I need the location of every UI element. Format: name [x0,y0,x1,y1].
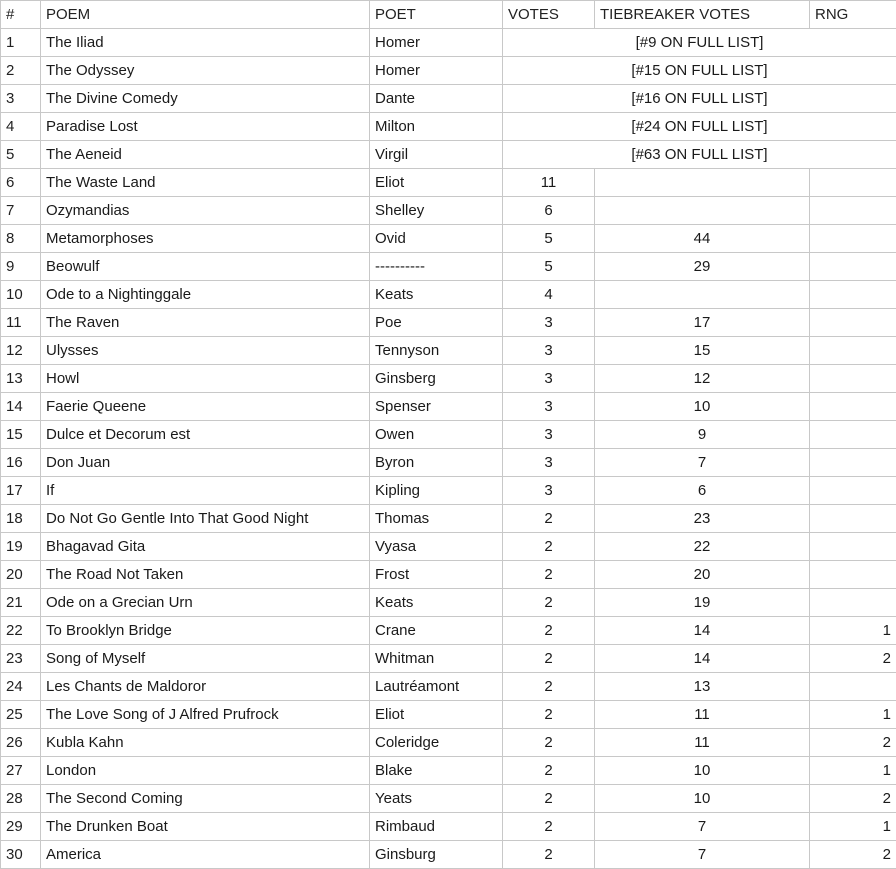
votes-cell[interactable]: 3 [503,477,595,505]
tiebreaker-votes-cell[interactable]: 10 [595,785,810,813]
row-number-cell[interactable]: 11 [1,309,41,337]
row-number-cell[interactable]: 21 [1,589,41,617]
row-number-cell[interactable]: 22 [1,617,41,645]
table-row [1,477,896,505]
table-row [1,365,896,393]
tiebreaker-votes-cell[interactable] [595,281,810,309]
votes-cell[interactable]: 4 [503,281,595,309]
tiebreaker-votes-cell[interactable]: 7 [595,813,810,841]
poet-cell[interactable]: Coleridge [370,729,503,757]
poem-cell[interactable]: Ode to a Nightinggale [41,281,370,309]
tiebreaker-votes-cell[interactable] [595,169,810,197]
tiebreaker-votes-cell[interactable]: 7 [595,449,810,477]
poem-cell[interactable]: Bhagavad Gita [41,533,370,561]
tiebreaker-votes-cell[interactable]: 15 [595,337,810,365]
votes-cell[interactable]: 5 [503,225,595,253]
poet-cell[interactable]: Yeats [370,785,503,813]
row-number-cell[interactable]: 10 [1,281,41,309]
rng-cell[interactable] [810,393,896,421]
poem-cell[interactable]: The Divine Comedy [41,85,370,113]
row-number-cell[interactable]: 20 [1,561,41,589]
tiebreaker-votes-cell[interactable]: 14 [595,645,810,673]
poet-cell[interactable]: Spenser [370,393,503,421]
poem-cell[interactable]: Metamorphoses [41,225,370,253]
rng-cell[interactable] [810,253,896,281]
table-row [1,57,896,85]
rng-cell[interactable] [810,477,896,505]
poem-cell[interactable]: The Iliad [41,29,370,57]
header-rng[interactable]: RNG [810,1,896,29]
poet-cell[interactable]: Byron [370,449,503,477]
full-list-note-cell[interactable]: [#16 ON FULL LIST] [503,85,896,113]
row-number-cell[interactable]: 16 [1,449,41,477]
poet-cell[interactable]: Blake [370,757,503,785]
poem-cell[interactable]: Song of Myself [41,645,370,673]
tiebreaker-votes-cell[interactable]: 29 [595,253,810,281]
poet-cell[interactable]: Homer [370,57,503,85]
poet-cell[interactable]: Vyasa [370,533,503,561]
poet-cell[interactable]: Keats [370,589,503,617]
rng-cell[interactable]: 1 [810,813,896,841]
poet-cell[interactable]: Poe [370,309,503,337]
table-row [1,561,896,589]
row-number-cell[interactable]: 24 [1,673,41,701]
tiebreaker-votes-cell[interactable]: 7 [595,841,810,869]
poem-cell[interactable]: London [41,757,370,785]
votes-cell[interactable]: 2 [503,533,595,561]
poem-cell[interactable]: Don Juan [41,449,370,477]
header-tiebreaker[interactable]: TIEBREAKER VOTES [595,1,810,29]
row-number-cell[interactable]: 15 [1,421,41,449]
votes-cell[interactable]: 3 [503,393,595,421]
poem-cell[interactable]: The Road Not Taken [41,561,370,589]
rng-cell[interactable]: 2 [810,645,896,673]
row-number-cell[interactable]: 5 [1,141,41,169]
full-list-note-cell[interactable]: [#9 ON FULL LIST] [503,29,896,57]
header-num[interactable]: # [1,1,41,29]
full-list-note-cell[interactable]: [#24 ON FULL LIST] [503,113,896,141]
table-row [1,29,896,57]
poem-cell[interactable]: America [41,841,370,869]
poem-cell[interactable]: The Odyssey [41,57,370,85]
poet-cell[interactable]: Virgil [370,141,503,169]
poem-cell[interactable]: The Aeneid [41,141,370,169]
votes-cell[interactable]: 3 [503,337,595,365]
rng-cell[interactable]: 1 [810,617,896,645]
table-row [1,617,896,645]
votes-cell[interactable]: 2 [503,673,595,701]
table-row [1,421,896,449]
table-row [1,757,896,785]
table-row [1,841,896,869]
row-number-cell[interactable]: 27 [1,757,41,785]
poem-cell[interactable]: If [41,477,370,505]
rng-cell[interactable] [810,505,896,533]
poem-cell[interactable]: Faerie Queene [41,393,370,421]
poet-cell[interactable]: Frost [370,561,503,589]
rng-cell[interactable] [810,561,896,589]
rng-cell[interactable] [810,169,896,197]
poem-cell[interactable]: Ozymandias [41,197,370,225]
row-number-cell[interactable]: 2 [1,57,41,85]
table-row [1,813,896,841]
rng-cell[interactable] [810,673,896,701]
table-row [1,505,896,533]
poet-cell[interactable]: Thomas [370,505,503,533]
tiebreaker-votes-cell[interactable]: 19 [595,589,810,617]
table-row [1,141,896,169]
votes-cell[interactable]: 5 [503,253,595,281]
table-row [1,785,896,813]
tiebreaker-votes-cell[interactable]: 10 [595,757,810,785]
votes-cell[interactable]: 2 [503,589,595,617]
header-votes[interactable]: VOTES [503,1,595,29]
poet-cell[interactable]: Lautréamont [370,673,503,701]
table-row [1,673,896,701]
row-number-cell[interactable]: 6 [1,169,41,197]
votes-cell[interactable]: 2 [503,813,595,841]
table-row [1,309,896,337]
votes-cell[interactable]: 3 [503,309,595,337]
poet-cell[interactable]: Kipling [370,477,503,505]
table-row [1,729,896,757]
poet-cell[interactable]: Tennyson [370,337,503,365]
poet-cell[interactable]: Homer [370,29,503,57]
votes-cell[interactable]: 3 [503,421,595,449]
row-number-cell[interactable]: 8 [1,225,41,253]
row-number-cell[interactable]: 3 [1,85,41,113]
table-row [1,281,896,309]
votes-cell[interactable]: 3 [503,365,595,393]
table-row [1,589,896,617]
header-poet[interactable]: POET [370,1,503,29]
rng-cell[interactable] [810,449,896,477]
full-list-note-cell[interactable]: [#15 ON FULL LIST] [503,57,896,85]
row-number-cell[interactable]: 25 [1,701,41,729]
rng-cell[interactable] [810,589,896,617]
votes-cell[interactable]: 2 [503,729,595,757]
votes-cell[interactable]: 2 [503,645,595,673]
poet-cell[interactable]: Shelley [370,197,503,225]
table-row [1,701,896,729]
poem-cell[interactable]: The Drunken Boat [41,813,370,841]
table-row [1,113,896,141]
tiebreaker-votes-cell[interactable]: 17 [595,309,810,337]
table-row [1,197,896,225]
table-row [1,337,896,365]
row-number-cell[interactable]: 30 [1,841,41,869]
tiebreaker-votes-cell[interactable]: 14 [595,617,810,645]
rng-cell[interactable] [810,281,896,309]
row-number-cell[interactable]: 7 [1,197,41,225]
row-number-cell[interactable]: 4 [1,113,41,141]
rng-cell[interactable] [810,309,896,337]
tiebreaker-votes-cell[interactable] [595,197,810,225]
poet-cell[interactable]: Milton [370,113,503,141]
poem-cell[interactable]: The Raven [41,309,370,337]
rng-cell[interactable]: 2 [810,785,896,813]
votes-cell[interactable]: 3 [503,449,595,477]
table-row [1,533,896,561]
poem-cell[interactable]: The Love Song of J Alfred Prufrock [41,701,370,729]
header-row [1,1,896,29]
rng-cell[interactable] [810,225,896,253]
poem-cell[interactable]: Ode on a Grecian Urn [41,589,370,617]
rng-cell[interactable] [810,533,896,561]
rng-cell[interactable]: 2 [810,841,896,869]
tiebreaker-votes-cell[interactable]: 11 [595,729,810,757]
row-number-cell[interactable]: 14 [1,393,41,421]
row-number-cell[interactable]: 12 [1,337,41,365]
row-number-cell[interactable]: 1 [1,29,41,57]
table-row [1,645,896,673]
poet-cell[interactable]: Ginsburg [370,841,503,869]
poet-cell[interactable]: Whitman [370,645,503,673]
votes-cell[interactable]: 2 [503,505,595,533]
poem-cell[interactable]: Dulce et Decorum est [41,421,370,449]
table-body [1,29,896,869]
poet-cell[interactable]: Eliot [370,169,503,197]
table-row [1,85,896,113]
row-number-cell[interactable]: 13 [1,365,41,393]
votes-cell[interactable]: 2 [503,561,595,589]
table-row [1,169,896,197]
tiebreaker-votes-cell[interactable]: 44 [595,225,810,253]
poet-cell[interactable]: Crane [370,617,503,645]
poet-cell[interactable]: Keats [370,281,503,309]
row-number-cell[interactable]: 9 [1,253,41,281]
poet-cell[interactable]: Rimbaud [370,813,503,841]
tiebreaker-votes-cell[interactable]: 22 [595,533,810,561]
table-row [1,449,896,477]
row-number-cell[interactable]: 29 [1,813,41,841]
poem-cell[interactable]: The Second Coming [41,785,370,813]
votes-cell[interactable]: 2 [503,757,595,785]
rng-cell[interactable]: 1 [810,757,896,785]
rng-cell[interactable] [810,197,896,225]
tiebreaker-votes-cell[interactable]: 12 [595,365,810,393]
row-number-cell[interactable]: 17 [1,477,41,505]
votes-cell[interactable]: 2 [503,701,595,729]
table-row [1,253,896,281]
poet-cell[interactable]: Eliot [370,701,503,729]
poem-cell[interactable]: Kubla Kahn [41,729,370,757]
poem-cell[interactable]: Ulysses [41,337,370,365]
poem-cell[interactable]: Beowulf [41,253,370,281]
row-number-cell[interactable]: 23 [1,645,41,673]
tiebreaker-votes-cell[interactable]: 9 [595,421,810,449]
tiebreaker-votes-cell[interactable]: 11 [595,701,810,729]
rng-cell[interactable]: 2 [810,729,896,757]
header-poem[interactable]: POEM [41,1,370,29]
poem-cell[interactable]: The Waste Land [41,169,370,197]
tiebreaker-votes-cell[interactable]: 20 [595,561,810,589]
poem-cell[interactable]: Paradise Lost [41,113,370,141]
poet-cell[interactable]: ---------- [370,253,503,281]
row-number-cell[interactable]: 18 [1,505,41,533]
rng-cell[interactable] [810,365,896,393]
votes-cell[interactable]: 2 [503,617,595,645]
tiebreaker-votes-cell[interactable]: 6 [595,477,810,505]
tiebreaker-votes-cell[interactable]: 23 [595,505,810,533]
votes-cell[interactable]: 2 [503,785,595,813]
row-number-cell[interactable]: 28 [1,785,41,813]
poem-cell[interactable]: Les Chants de Maldoror [41,673,370,701]
poet-cell[interactable]: Owen [370,421,503,449]
table-row [1,225,896,253]
votes-cell[interactable]: 11 [503,169,595,197]
rng-cell[interactable]: 1 [810,701,896,729]
votes-cell[interactable]: 2 [503,841,595,869]
table-row [1,393,896,421]
poem-cell[interactable]: To Brooklyn Bridge [41,617,370,645]
poem-cell[interactable]: Howl [41,365,370,393]
rng-cell[interactable] [810,337,896,365]
tiebreaker-votes-cell[interactable]: 10 [595,393,810,421]
poet-cell[interactable]: Dante [370,85,503,113]
row-number-cell[interactable]: 19 [1,533,41,561]
row-number-cell[interactable]: 26 [1,729,41,757]
poet-cell[interactable]: Ginsberg [370,365,503,393]
poem-cell[interactable]: Do Not Go Gentle Into That Good Night [41,505,370,533]
poet-cell[interactable]: Ovid [370,225,503,253]
votes-cell[interactable]: 6 [503,197,595,225]
rng-cell[interactable] [810,421,896,449]
tiebreaker-votes-cell[interactable]: 13 [595,673,810,701]
full-list-note-cell[interactable]: [#63 ON FULL LIST] [503,141,896,169]
